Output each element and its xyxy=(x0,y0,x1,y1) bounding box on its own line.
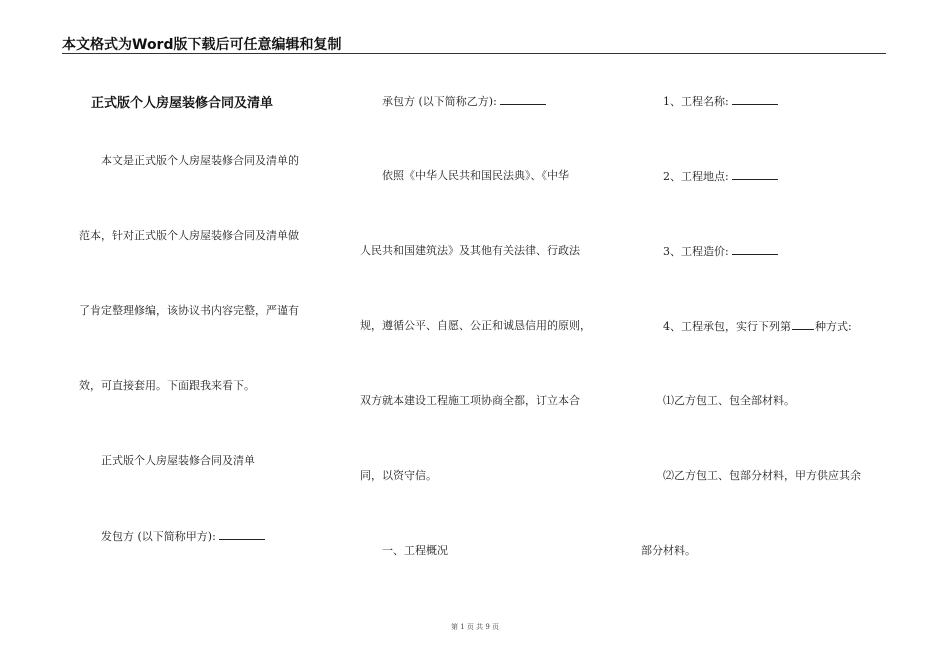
header-divider xyxy=(62,53,886,54)
col1-line-1: 本文是正式版个人房屋装修合同及清单的 xyxy=(101,154,299,167)
header-title: 本文格式为Word版下载后可任意编辑和复制 xyxy=(62,37,342,53)
contract-mode-blank xyxy=(792,319,814,330)
col1-line-3: 了肯定整理修编，该协议书内容完整，严谨有 xyxy=(79,304,299,317)
project-name-blank xyxy=(732,94,778,105)
page-number: 第 1 页 共 9 页 xyxy=(450,623,500,631)
section-heading-overview: 一、工程概况 xyxy=(382,544,448,557)
project-cost-blank xyxy=(732,244,778,255)
project-location-blank xyxy=(732,169,778,180)
col3-line-5: ⑴乙方包工、包全部材料。 xyxy=(663,394,795,407)
col1-line-4: 效，可直接套用。下面跟我来看下。 xyxy=(79,379,255,392)
project-name-label: 1、工程名称: xyxy=(663,95,729,108)
col2-line-4: 规，遵循公平、自愿、公正和诚恳信用的原则， xyxy=(360,319,591,332)
col1-line-2: 范本，针对正式版个人房屋装修合同及清单做 xyxy=(79,229,299,242)
col3-line-6: ⑵乙方包工、包部分材料，甲方供应其余 xyxy=(663,469,861,482)
project-cost-label: 3、工程造价: xyxy=(663,245,729,258)
document-title: 正式版个人房屋装修合同及清单 xyxy=(91,96,274,111)
col2-line-1 xyxy=(382,94,546,109)
col2-line-3: 人民共和国建筑法》及其他有关法律、行政法 xyxy=(360,244,580,257)
col2-line-2: 依照《中华人民共和国民法典》、《中华 xyxy=(382,169,569,182)
party-a-blank xyxy=(219,529,265,540)
col3-line-7: 部分材料。 xyxy=(641,544,696,557)
col2-line-6: 同，以资守信。 xyxy=(360,469,437,482)
contract-mode-suffix: 种方式: xyxy=(815,320,852,333)
party-b-blank xyxy=(500,94,546,105)
party-a-label: 发包方 (以下简称甲方): xyxy=(101,530,216,543)
col3-line-4 xyxy=(663,319,852,334)
col3-line-1 xyxy=(663,94,778,109)
project-location-label: 2、工程地点: xyxy=(663,170,729,183)
col2-line-5: 双方就本建设工程施工项协商全都，订立本合 xyxy=(360,394,580,407)
party-b-label: 承包方 (以下简称乙方): xyxy=(382,95,497,108)
col1-line-5: 正式版个人房屋装修合同及清单 xyxy=(101,454,255,467)
contract-mode-label: 4、工程承包，实行下列第 xyxy=(663,320,791,333)
col3-line-2 xyxy=(663,169,778,184)
col1-line-6 xyxy=(101,529,265,544)
col3-line-3 xyxy=(663,244,778,259)
